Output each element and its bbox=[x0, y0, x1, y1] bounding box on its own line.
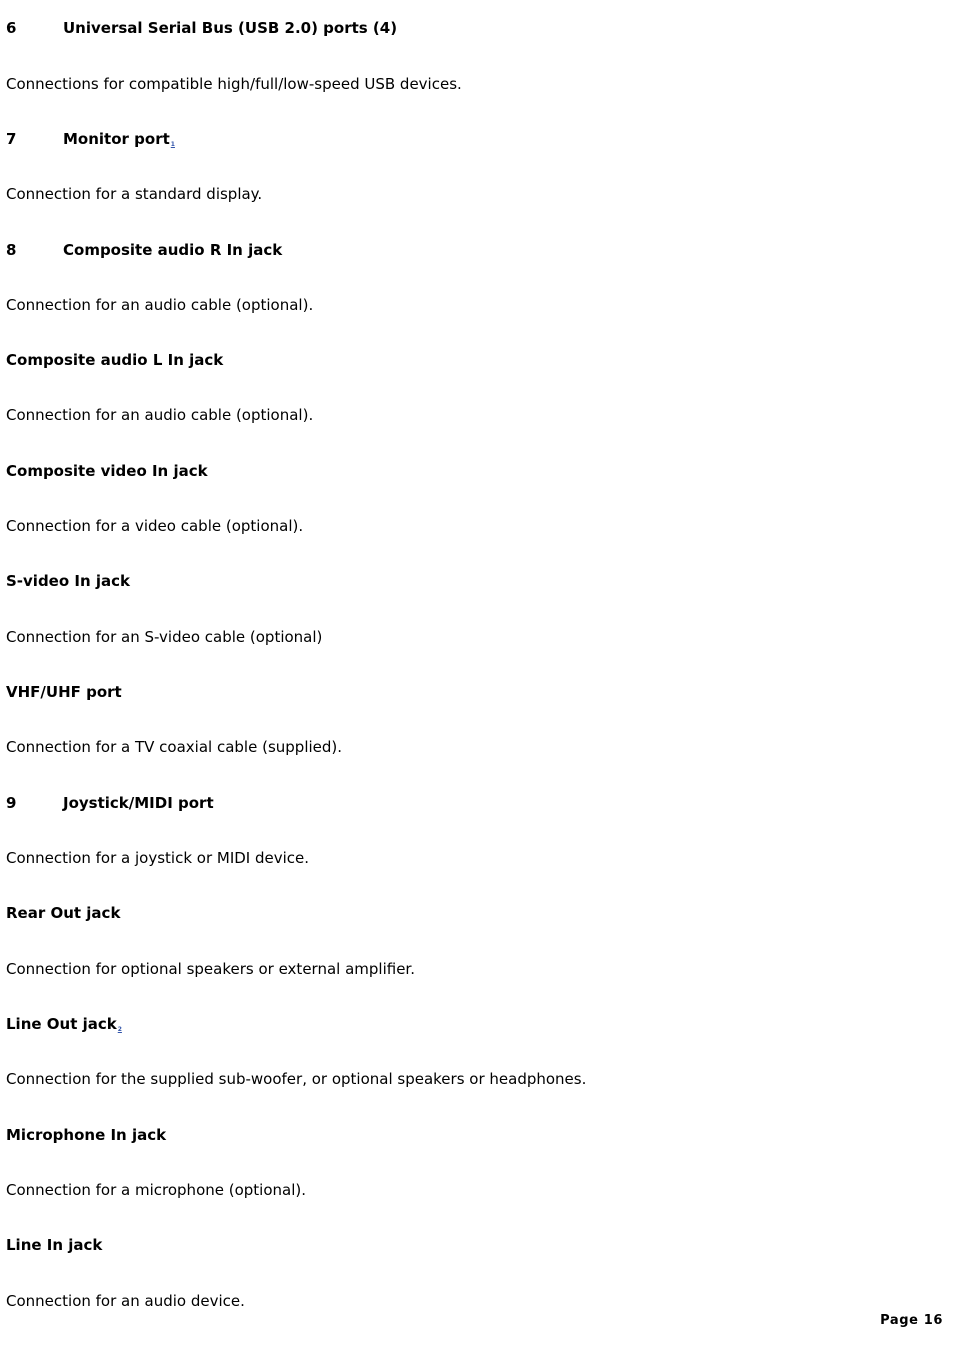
section-description: Connection for an audio cable (optional). bbox=[6, 296, 314, 314]
section-title: Microphone In jack bbox=[6, 1126, 167, 1144]
page-number: Page 16 bbox=[880, 1313, 943, 1328]
section-title: Composite audio L In jack bbox=[6, 351, 224, 369]
section-heading bbox=[6, 130, 175, 152]
section-heading bbox=[6, 904, 120, 922]
section-heading bbox=[6, 572, 130, 590]
section-heading bbox=[6, 1236, 102, 1254]
section-title: Composite audio R In jack bbox=[63, 241, 283, 259]
section-heading bbox=[6, 794, 214, 812]
section-description: Connection for a microphone (optional). bbox=[6, 1181, 307, 1199]
section-title: Line In jack bbox=[6, 1236, 103, 1254]
section-heading bbox=[6, 1015, 122, 1037]
section-heading bbox=[6, 683, 122, 701]
footnote-link[interactable]: 2 bbox=[117, 1026, 122, 1033]
section-heading bbox=[6, 19, 397, 37]
section-heading bbox=[6, 351, 223, 369]
section-description: Connection for an audio cable (optional). bbox=[6, 406, 314, 424]
section-heading bbox=[6, 462, 208, 480]
section-title: Joystick/MIDI port bbox=[63, 794, 214, 812]
section-title: S-video In jack bbox=[6, 572, 130, 590]
section-number: 8 bbox=[6, 241, 17, 259]
section-description: Connections for compatible high/full/low-speed USB devices. bbox=[6, 75, 462, 93]
section-title: VHF/UHF port bbox=[6, 683, 122, 701]
section-number: 7 bbox=[6, 130, 17, 148]
section-description: Connection for the supplied sub-woofer, or optional speakers or headphones. bbox=[6, 1070, 587, 1088]
section-description: Connection for a standard display. bbox=[6, 185, 263, 203]
section-description: Connection for optional speakers or external amplifier. bbox=[6, 960, 415, 978]
section-heading bbox=[6, 241, 282, 259]
section-title: Universal Serial Bus (USB 2.0) ports (4) bbox=[63, 19, 398, 37]
footnote-link[interactable]: 1 bbox=[170, 141, 175, 148]
section-description: Connection for a joystick or MIDI device. bbox=[6, 849, 310, 867]
section-title: Line Out jack bbox=[6, 1015, 117, 1033]
section-title: Rear Out jack bbox=[6, 904, 121, 922]
section-heading bbox=[6, 1126, 166, 1144]
section-title: Monitor port bbox=[63, 130, 170, 148]
section-number: 6 bbox=[6, 19, 17, 37]
section-description: Connection for an S-video cable (optional) bbox=[6, 628, 323, 646]
section-description: Connection for a video cable (optional). bbox=[6, 517, 304, 535]
section-description: Connection for an audio device. bbox=[6, 1292, 245, 1310]
section-number: 9 bbox=[6, 794, 17, 812]
section-title: Composite video In jack bbox=[6, 462, 208, 480]
section-description: Connection for a TV coaxial cable (supplied). bbox=[6, 738, 343, 756]
